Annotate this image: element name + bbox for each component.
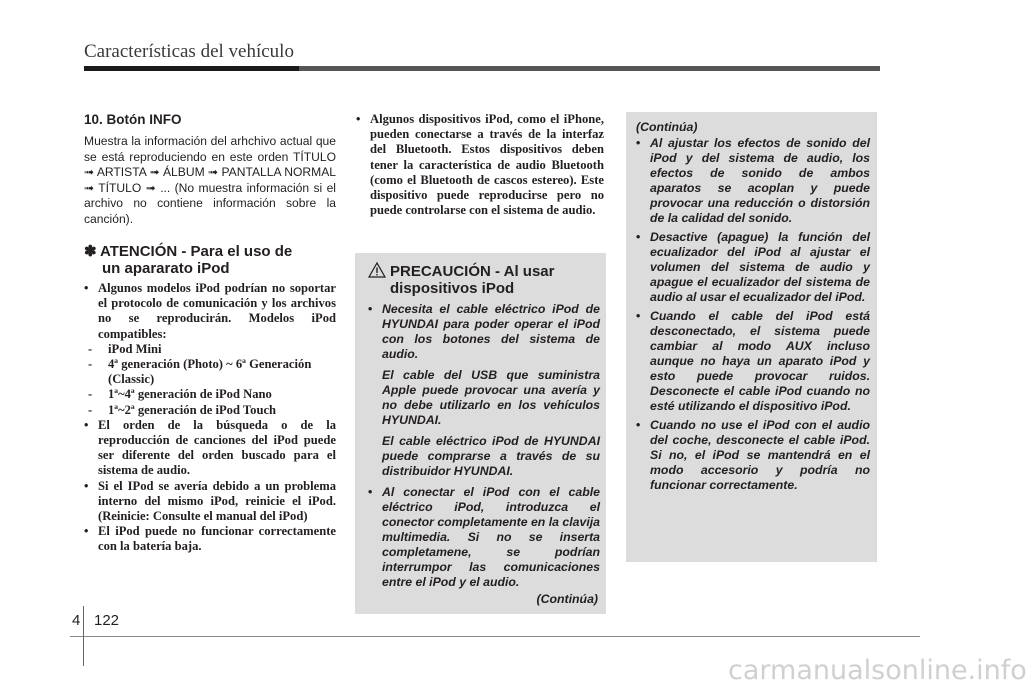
caution-title xyxy=(390,263,554,297)
list-item xyxy=(368,485,600,590)
caution-title-line2: dispositivos iPod xyxy=(390,280,515,297)
sub-item-text: 1ª~2ª generación de iPod Touch xyxy=(108,402,277,417)
sub-item xyxy=(84,357,336,387)
list-item xyxy=(636,418,870,493)
bullet-icon: • xyxy=(84,281,89,295)
bullet-icon: • xyxy=(84,524,89,539)
continued-label: (Continúa) xyxy=(536,592,598,606)
list-item xyxy=(636,309,870,414)
bullet-icon: • xyxy=(636,309,641,323)
list-item-text: El iPod puede no funcionar correctamente con la batería baja. xyxy=(98,524,336,554)
asterisk-icon: ✽ xyxy=(84,243,97,260)
bullet-icon: • xyxy=(368,485,373,499)
list-item xyxy=(84,479,336,525)
bullet-icon: • xyxy=(636,136,641,150)
attention-heading xyxy=(84,243,336,277)
footer-rule xyxy=(70,636,920,637)
list-item xyxy=(84,281,336,342)
column-left xyxy=(84,112,336,555)
header-rule-accent xyxy=(84,66,299,71)
bullet-icon: • xyxy=(368,302,373,316)
bullet-icon: • xyxy=(636,230,641,244)
page-header-title: Características del vehículo xyxy=(84,41,294,62)
caution-paragraph: El cable del USB que suministra Apple puede provocar una avería y no debe utilizarlo en los vehículos HYUNDAI. xyxy=(382,368,600,427)
bullet-icon: • xyxy=(636,418,641,432)
caution-title-line1: PRECAUCIÓN - Al usar xyxy=(390,263,555,280)
list-item-text: Algunos modelos iPod podrían no soportar el protocolo de comunicación y los archivos no se reproducirán. Modelos iPod compatibles: xyxy=(98,281,336,341)
list-item-text: Desactive (apague) la función del ecualizador del iPod al ajustar el volumen del sistema de audio y apague el ecualizador del sistema de audio al usar el ecualizador del iPod. xyxy=(650,230,870,304)
list-item-text: Necesita el cable eléctrico iPod de HYUNDAI para poder operar el iPod con los botones del sistema de audio. xyxy=(382,302,600,361)
sub-item xyxy=(84,403,336,418)
chapter-number: 4 xyxy=(72,612,81,629)
info-button-heading: 10. Botón INFO xyxy=(84,112,182,127)
dash-icon: - xyxy=(88,387,93,402)
dash-icon: - xyxy=(88,402,93,417)
list-item xyxy=(356,112,604,218)
caution-body xyxy=(368,302,600,590)
list-item-text: Cuando el cable del iPod está desconectado, el sistema puede cambiar al modo AUX incluso aunque no haya un aparato iPod y esto puede provocar ruidos. Desconecte el cable iPod cuando no esté utilizando el dispositivo iPod. xyxy=(650,309,870,413)
page-number: 122 xyxy=(94,612,120,629)
continued-label: (Continúa) xyxy=(636,120,698,134)
list-item xyxy=(84,524,336,554)
watermark: carmanualsonline.info xyxy=(728,655,1027,686)
list-item-text: Cuando no use el iPod con el audio del coche, desconecte el cable iPod. Si no, el iPod se mantendrá en el modo accesorio y podría no funcionar correctamente. xyxy=(650,418,870,492)
sub-item xyxy=(84,387,336,402)
column-middle xyxy=(356,112,604,218)
attention-heading-line1: ATENCIÓN - Para el uso de xyxy=(100,243,293,260)
warning-triangle-icon xyxy=(368,262,386,278)
dash-icon: - xyxy=(88,341,93,356)
bullet-icon: • xyxy=(84,478,89,493)
bullet-icon: • xyxy=(356,112,361,126)
sub-item xyxy=(84,342,336,357)
caution-paragraph: El cable eléctrico iPod de HYUNDAI puede comprarse a través de su distribuidor HYUNDAI. xyxy=(382,434,600,478)
list-item-text: Al conectar el iPod con el cable eléctrico iPod, introduzca el conector completamente en la clavija multimedia. Si no se inserta completamene, se podrían interrumpor las comunicaciones entre el iPod y el audio. xyxy=(382,485,601,589)
list-item xyxy=(636,230,870,305)
sub-item-text: 1ª~4ª generación de iPod Nano xyxy=(108,387,272,402)
list-item xyxy=(84,418,336,479)
info-button-paragraph: Muestra la información del arhchivo actual que se está reproduciendo en este orden TÍTULO ➟ ARTISTA ➟ ÁLBUM ➟ PANTALLA NORMAL ➟ TÍTULO ➟ ... (No muestra información si el archivo no contiene información sobre la canción). xyxy=(84,134,336,226)
attention-list xyxy=(84,281,336,555)
footer-divider xyxy=(83,606,84,666)
bullet-icon: • xyxy=(84,417,89,432)
list-item-text: Si el IPod se avería debido a un problema interno del mismo iPod, reinicie el iPod. (Reinicie: Consulte el manual del iPod) xyxy=(98,478,336,524)
list-item-text: Algunos dispositivos iPod, como el iPhone, pueden conectarse a través de la interfaz del Bluetooth. Estos dispositivos deben tener la característica de audio Bluetooth (como el Bluetooth de cascos estereo). Este dispositivo puede reproducirse pero no puede controlarse con el sistema de audio. xyxy=(370,112,604,218)
list-item-text: Al ajustar los efectos de sonido del iPod y del sistema de audio, los efectos de sonido de ambos aparatos se acoplan y puede provocar una reducción o distorsión de la calidad del sonido. xyxy=(650,136,870,225)
attention-heading-line2: un apararato iPod xyxy=(102,260,230,277)
list-item-text: El orden de la búsqueda o de la reproducción de canciones del iPod puede ser diferente del orden buscado para el sistema de audio. xyxy=(98,417,336,478)
list-item xyxy=(368,302,600,362)
sub-item-text: 4ª generación (Photo) ~ 6ª Generación (Classic) xyxy=(108,357,312,387)
dash-icon: - xyxy=(88,357,93,372)
continued-body xyxy=(636,120,870,497)
list-item xyxy=(636,136,870,226)
sub-item-text: iPod Mini xyxy=(108,341,162,356)
